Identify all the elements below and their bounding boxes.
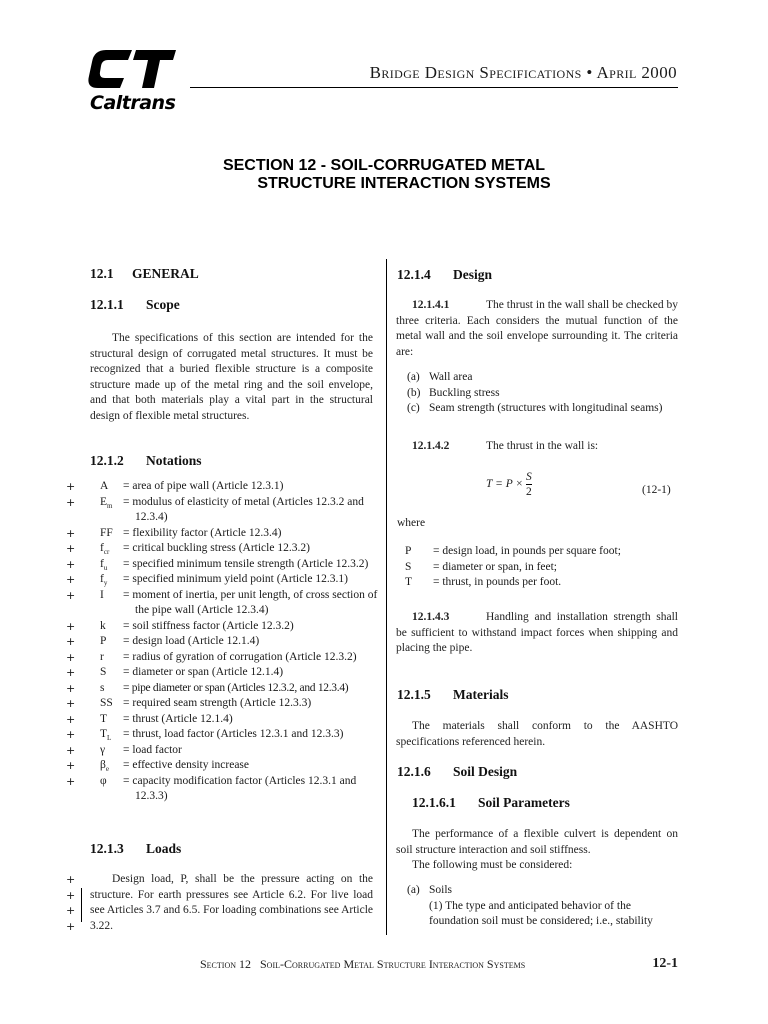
list-item: (a) Wall area <box>407 371 473 383</box>
notation-row <box>66 495 378 526</box>
revision-mark: + <box>66 619 76 633</box>
revision-mark: + <box>66 904 76 917</box>
notation-symbol: FF <box>100 526 113 539</box>
criteria-list <box>407 370 682 417</box>
heading-design: 12.1.4 Design <box>397 267 493 282</box>
where-label: where <box>397 517 426 529</box>
notation-row <box>66 681 378 697</box>
equation-fraction: $\frac{S}{2}$ <box>526 471 532 498</box>
heading-materials: 12.1.5 Materials <box>397 687 509 702</box>
heading-notations: 12.1.2 Notations <box>90 453 202 468</box>
notation-row <box>66 665 378 681</box>
notation-symbol: $\beta_e$ <box>100 759 109 773</box>
notation-row <box>66 526 378 542</box>
revision-mark: + <box>66 919 76 933</box>
notation-definition: = load factor <box>123 743 182 756</box>
equation-number: (12-1) <box>642 484 671 496</box>
revision-mark: + <box>66 774 76 788</box>
notation-row <box>66 727 378 743</box>
notation-definition: = effective density increase <box>123 759 250 771</box>
notation-definition: = specified minimum yield point (Article 12.3.1) <box>123 573 348 585</box>
notation-definition: = modulus of elasticity of metal (Articles 12.3.2 and 12.3.4) <box>123 495 364 523</box>
notation-symbol: SS <box>100 697 113 709</box>
notation-definition: = diameter or span (Article 12.1.4) <box>123 666 284 678</box>
revision-mark: + <box>66 480 76 493</box>
revision-mark: + <box>66 697 76 710</box>
notation-row <box>66 541 378 557</box>
notation-row <box>66 712 378 728</box>
header-rule <box>190 87 678 88</box>
heading-soil-parameters: 12.1.6.1 Soil Parameters <box>412 795 570 810</box>
notation-definition: = critical buckling stress (Article 12.3.2) <box>123 542 310 554</box>
revision-mark: + <box>66 557 76 571</box>
notation-definition: = soil stiffness factor (Article 12.3.2) <box>123 619 294 632</box>
revision-mark: + <box>66 542 76 555</box>
heading-soil-design: 12.1.6 Soil Design <box>397 764 518 779</box>
notation-row <box>66 588 378 619</box>
soil-parameters-paragraph: The performance of a flexible culvert is dependent on soil structure interaction and soil stiffness. <box>396 828 678 856</box>
notation-row <box>66 572 378 588</box>
list-item: S = diameter or span, in feet; <box>405 560 557 573</box>
notation-definition: = radius of gyration of corrugation (Article 12.3.2) <box>123 650 357 663</box>
revision-mark: + <box>66 650 76 664</box>
clause-number: 12.1.4.1 <box>412 299 450 311</box>
header-title: Bridge Design Specifications • April 2000 <box>369 63 677 82</box>
notation-row <box>66 557 378 573</box>
notation-row <box>66 758 378 774</box>
notation-definition: = design load (Article 12.1.4) <box>123 635 260 647</box>
section-title-line1: SECTION 12 - SOIL-CORRUGATED METAL <box>222 157 546 174</box>
list-item: (c) Seam strength (structures with longitudinal seams) <box>407 402 663 414</box>
soils-list <box>407 883 679 930</box>
caltrans-logo <box>88 46 180 120</box>
design-paragraph-3: 12.1.4.3 Handling and installation strength shall be sufficient to withstand impact forces when shipping and placing the pipe. <box>396 611 678 654</box>
caltrans-ct-mark-icon <box>88 46 178 92</box>
section-title <box>0 157 768 193</box>
notation-row <box>66 650 378 666</box>
notation-symbol: A <box>100 480 109 492</box>
notation-symbol: $f_y$ <box>100 573 108 587</box>
notation-row <box>66 619 378 635</box>
soil-parameters-intro: The following must be considered: <box>412 859 573 871</box>
notation-definition: = area of pipe wall (Article 12.3.1) <box>123 480 284 492</box>
notation-symbol: $E_m$ <box>100 495 113 510</box>
section-title-line2: STRUCTURE INTERACTION SYSTEMS <box>257 175 551 192</box>
revision-mark: + <box>66 573 76 586</box>
notation-symbol: T <box>100 712 108 725</box>
notation-symbol: s <box>100 681 105 694</box>
revision-mark: + <box>66 588 76 602</box>
clause-number: 12.1.4.3 <box>412 611 450 623</box>
notation-symbol: γ <box>100 743 106 756</box>
clause-number: 12.1.4.2 <box>412 440 450 452</box>
notation-symbol: φ <box>100 774 107 787</box>
notation-definition: = specified minimum tensile strength (Article 12.3.2) <box>123 557 369 570</box>
revision-mark: + <box>66 495 76 509</box>
notation-symbol: $f_u$ <box>100 557 108 572</box>
revision-mark: + <box>66 888 76 902</box>
notation-definition: = flexibility factor (Article 12.3.4) <box>123 526 282 539</box>
revision-mark: + <box>66 526 76 540</box>
notation-symbol: $T_L$ <box>100 728 112 742</box>
soils-subitem: (1) The type and anticipated behavior of the foundation soil must be considered; i.e., stability <box>429 899 653 927</box>
notation-row <box>66 774 378 805</box>
notation-row <box>66 743 378 759</box>
materials-paragraph: The materials shall conform to the AASHTO specifications referenced herein. <box>396 720 678 748</box>
revision-mark: + <box>66 635 76 648</box>
revision-mark: + <box>66 666 76 679</box>
heading-scope: 12.1.1 Scope <box>90 297 180 312</box>
page-number: 12-1 <box>652 956 678 971</box>
notation-symbol: $f_{cr}$ <box>100 542 110 556</box>
revision-mark: + <box>66 743 76 757</box>
notation-definition: = capacity modification factor (Articles 12.3.1 and 12.3.3) <box>123 774 357 802</box>
loads-revision-marks <box>66 872 75 934</box>
notation-definition: = required seam strength (Article 12.3.3) <box>123 697 312 709</box>
revision-mark: + <box>66 712 76 726</box>
list-item: T = thrust, in pounds per foot. <box>405 576 562 588</box>
list-item: P = design load, in pounds per square foot; <box>405 545 621 557</box>
design-paragraph-1: 12.1.4.1 The thrust in the wall shall be checked by three criteria. Each considers the mutual function of the metal wall and the soil envelope surrounding it. The criteria are: <box>396 299 678 358</box>
notation-row <box>66 634 378 650</box>
list-item: (a) Soils <box>407 884 453 896</box>
notation-symbol: S <box>100 666 107 678</box>
notation-definition: = pipe diameter or span (Articles 12.3.2, and 12.3.4) <box>123 681 349 694</box>
heading-general: 12.1 GENERAL <box>90 266 199 281</box>
notations-list <box>66 479 378 805</box>
logo-wordmark: Caltrans <box>90 92 176 114</box>
design-paragraph-2: 12.1.4.2 The thrust in the wall is: <box>396 439 678 455</box>
revision-mark: + <box>66 759 76 772</box>
notation-row <box>66 696 378 712</box>
notation-row <box>66 479 378 495</box>
footer-text: Section 12 Soil-Corrugated Metal Structure Interaction Systems <box>200 957 526 971</box>
list-item: (b) Buckling stress <box>407 386 500 399</box>
variables-list <box>405 544 680 591</box>
revision-mark: + <box>66 728 76 741</box>
column-divider <box>386 259 387 935</box>
loads-paragraph: Design load, P, shall be the pressure acting on the structure. For earth pressures see Article 6.2. For live load see Articles 3.7 and 6.5. For loading combinations see Article 3.22. <box>90 873 373 932</box>
notation-symbol: P <box>100 635 107 647</box>
scope-paragraph: The specifications of this section are intended for the structural design of corrugated metal structures. It must be recognized that a buried flexible structure is a composite structure made up of the metal ring and the soil envelope, and that both materials play a vital part in the structural design of flexible metal structures. <box>90 332 373 422</box>
notation-definition: = moment of inertia, per unit length, of cross section of the pipe wall (Article 12.3.4) <box>123 588 378 616</box>
notation-definition: = thrust, load factor (Articles 12.3.1 and 12.3.3) <box>123 728 344 740</box>
thrust-equation: T = P × $\frac{S}{2}$ <box>486 471 532 498</box>
notation-symbol: r <box>100 650 104 663</box>
notation-definition: = thrust (Article 12.1.4) <box>123 712 233 725</box>
revision-mark: + <box>66 873 76 886</box>
heading-loads: 12.1.3 Loads <box>90 841 182 856</box>
revision-bar <box>81 888 82 922</box>
revision-mark: + <box>66 681 76 695</box>
notation-symbol: k <box>100 619 106 632</box>
notation-symbol: I <box>100 588 104 601</box>
